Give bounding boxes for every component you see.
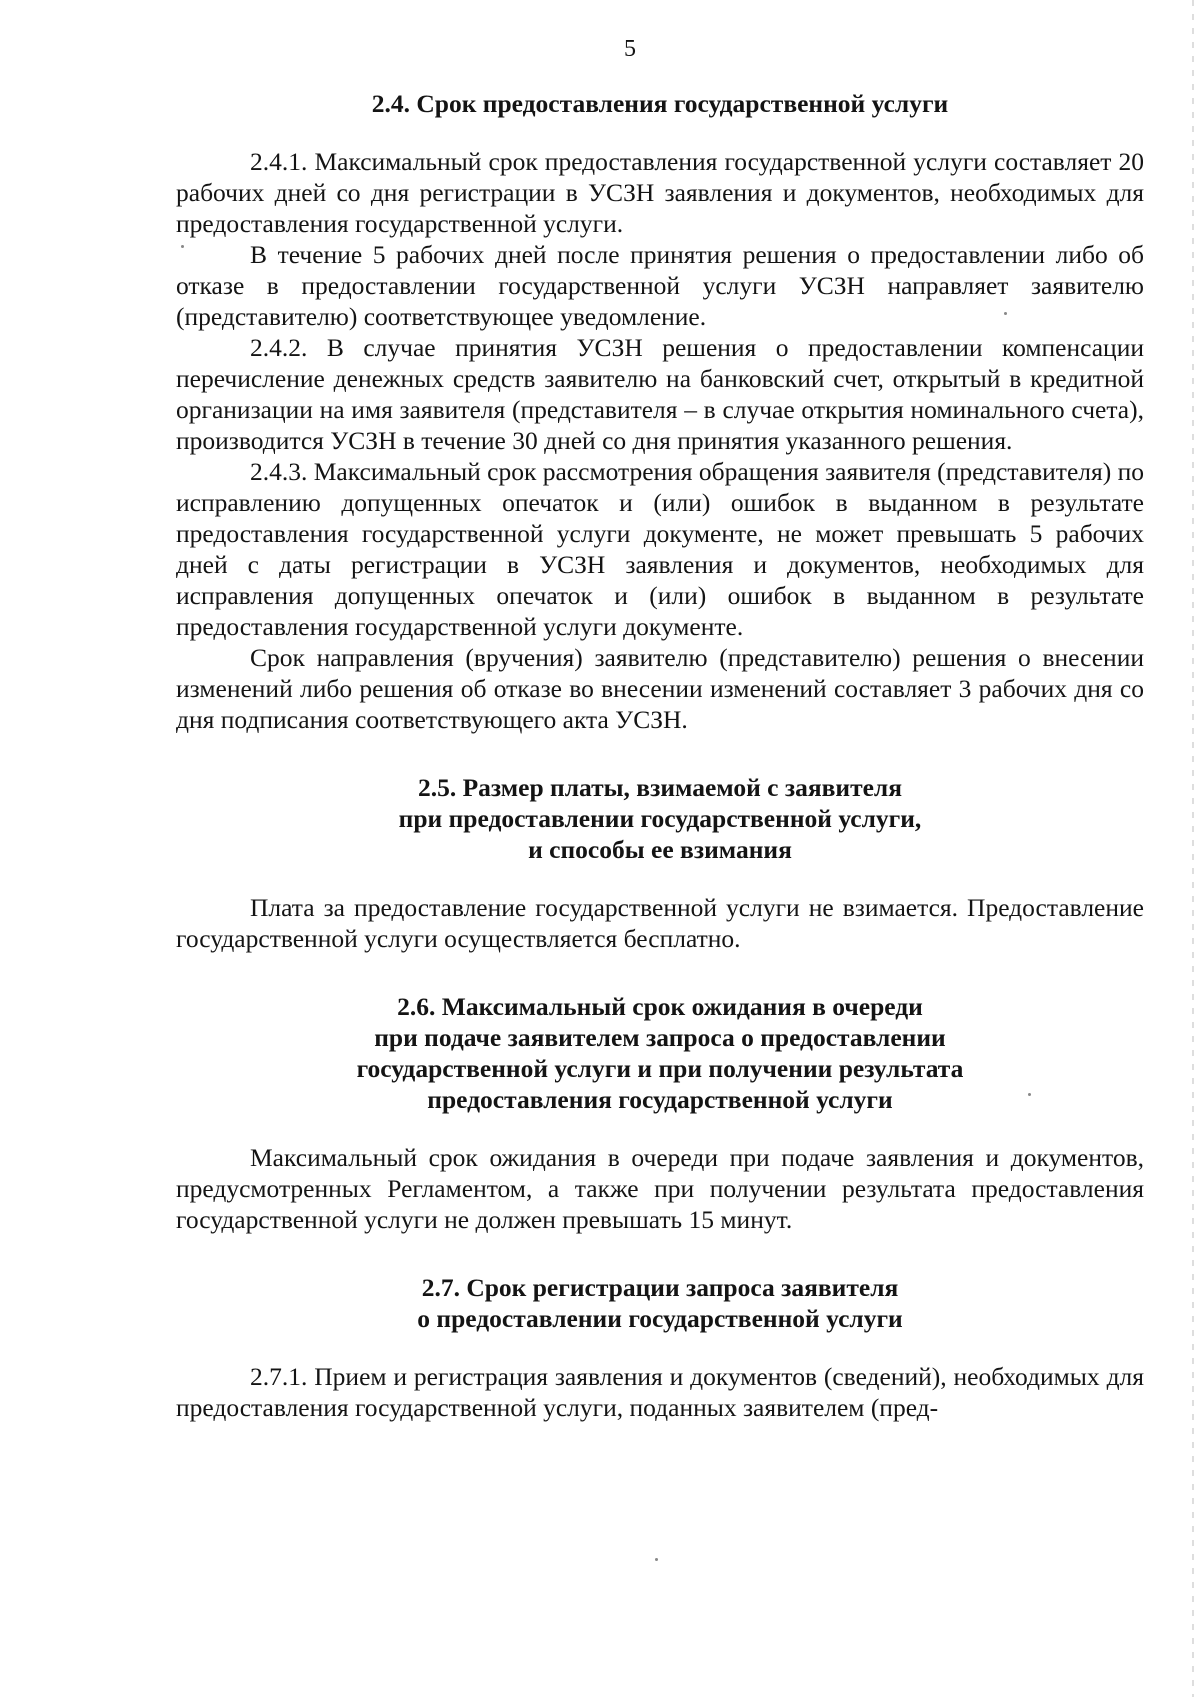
- heading-line: 2.5. Размер платы, взимаемой с заявителя: [417, 773, 903, 802]
- paragraph-2-7-1: 2.7.1. Прием и регистрация заявления и документов (сведений), необходимых для предоставления государственной услуги, поданных заявителем (пред-: [176, 1362, 1144, 1422]
- paragraph-2-4-notice: В течение 5 рабочих дней после принятия решения о предоставлении либо об отказе в предоставлении государственной услуги УСЗН направляет заявителю (представителю) соответствующее уведомление.: [176, 240, 1144, 331]
- section-heading-2-6: [176, 991, 1144, 1115]
- heading-line: о предоставлении государственной услуги: [417, 1304, 903, 1333]
- section-heading-2-7: [176, 1272, 1144, 1334]
- scan-speck: [181, 245, 184, 248]
- heading-line: при подаче заявителем запроса о предоставлении: [374, 1023, 946, 1052]
- scan-speck: [1004, 312, 1007, 315]
- document-body: [176, 88, 1144, 1423]
- paragraph-2-4-decision-term: Срок направления (вручения) заявителю (представителю) решения о внесении изменений либо решения об отказе во внесении изменений составляет 3 рабочих дня со дня подписания соответствующего акта УСЗН.: [176, 643, 1144, 734]
- paragraph-2-5-fee: Плата за предоставление государственной услуги не взимается. Предоставление государственной услуги осуществляется бесплатно.: [176, 893, 1144, 953]
- scan-speck: [1028, 1093, 1031, 1096]
- heading-line: при предоставлении государственной услуги,: [398, 804, 922, 833]
- heading-line: и способы ее взимания: [528, 835, 792, 864]
- paragraph-2-4-1: 2.4.1. Максимальный срок предоставления государственной услуги составляет 20 рабочих дней со дня регистрации в УСЗН заявления и документов, необходимых для предоставления государственной услуги.: [176, 147, 1144, 238]
- scan-edge-artifact: [1192, 0, 1194, 1697]
- section-heading-2-5: [176, 772, 1144, 865]
- scan-speck: [655, 1558, 658, 1561]
- heading-line: предоставления государственной услуги: [427, 1085, 893, 1114]
- heading-line: государственной услуги и при получении результата: [356, 1054, 964, 1083]
- heading-line: 2.7. Срок регистрации запроса заявителя: [421, 1273, 899, 1302]
- paragraph-2-4-3: 2.4.3. Максимальный срок рассмотрения обращения заявителя (представителя) по исправлению допущенных опечаток и (или) ошибок в выданном в результате предоставления государственной услуги документе, не может превышать 5 рабочих дней с даты регистрации в УСЗН заявления и документов, необходимых для исправления допущенных опечаток и (или) ошибок в выданном в результате предоставления государственной услуги документе.: [176, 457, 1144, 641]
- paragraph-2-6-queue: Максимальный срок ожидания в очереди при подаче заявления и документов, предусмотренных Регламентом, а также при получении результата предоставления государственной услуги не должен превышать 15 минут.: [176, 1143, 1144, 1234]
- page-number: 5: [624, 36, 636, 62]
- section-heading-2-4: [176, 88, 1144, 119]
- heading-line: 2.4. Срок предоставления государственной услуги: [371, 89, 949, 118]
- heading-line: 2.6. Максимальный срок ожидания в очереди: [397, 992, 923, 1021]
- paragraph-2-4-2: 2.4.2. В случае принятия УСЗН решения о предоставлении компенсации перечисление денежных средств заявителю на банковский счет, открытый в кредитной организации на имя заявителя (представителя – в случае открытия номинального счета), производится УСЗН в течение 30 дней со дня принятия указанного решения.: [176, 333, 1144, 455]
